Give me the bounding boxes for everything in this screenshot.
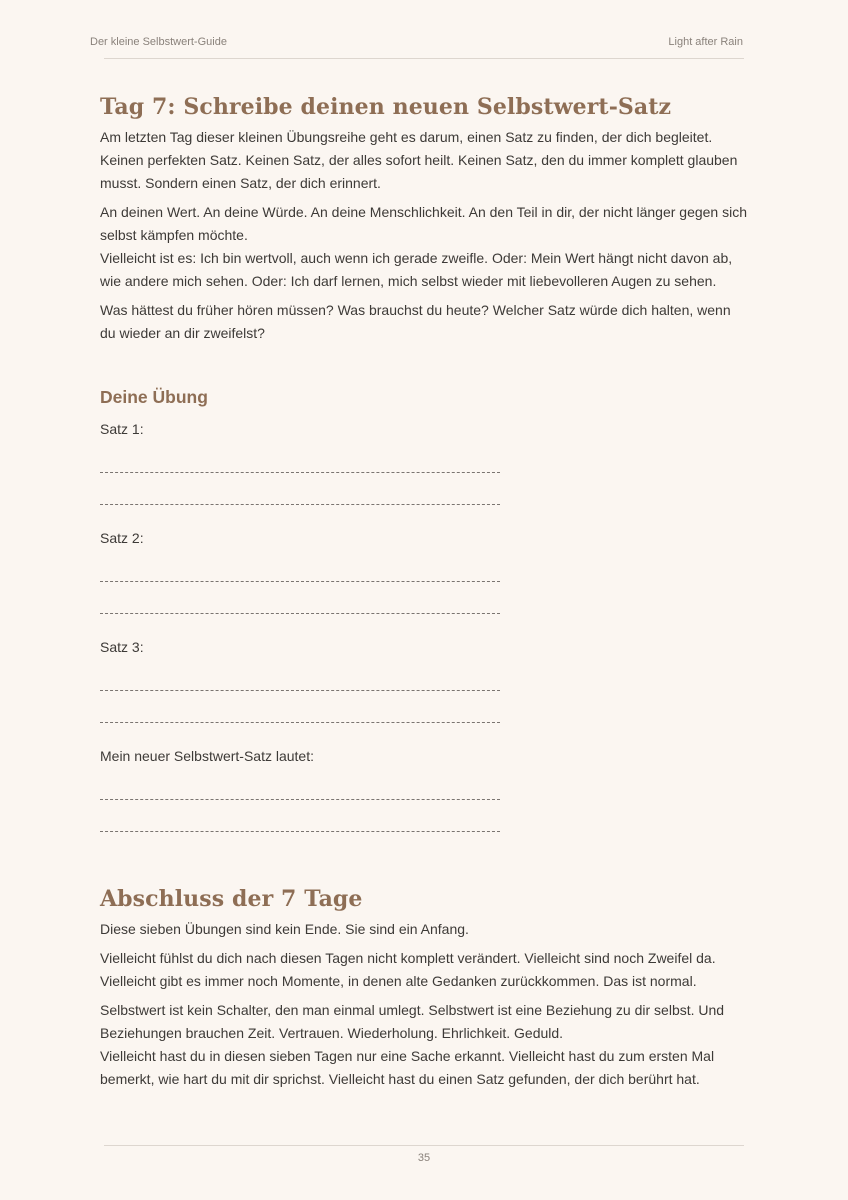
exercise-field-final (100, 745, 750, 832)
writing-line (100, 581, 500, 582)
exercise-field-1 (100, 418, 750, 505)
page-number: 35 (417, 1152, 431, 1164)
paragraph-value: An deinen Wert. An deine Würde. An deine Menschlichkeit. An den Teil in dir, der nicht länger gegen sich selbst kämpfen möchte. (100, 204, 747, 243)
writing-line (100, 722, 500, 723)
exercise-heading: Deine Übung (100, 387, 208, 407)
paragraph-questions: Was hättest du früher hören müssen? Was brauchst du heute? Welcher Satz würde dich halten, wenn du wieder an dir zweifelst? (100, 302, 731, 341)
writing-line (100, 472, 500, 473)
header-right-brand: Light after Rain (668, 36, 743, 48)
paragraph-conclusion-3: Selbstwert ist kein Schalter, den man einmal umlegt. Selbstwert ist eine Beziehung zu dir selbst. Und Beziehungen brauchen Zeit. Vertrauen. Wiederholung. Ehrlichkeit. Geduld. (100, 1002, 725, 1041)
page-header (90, 36, 743, 48)
paragraph-conclusion-1: Diese sieben Übungen sind kein Ende. Sie sind ein Anfang. (100, 921, 469, 937)
page-content (100, 90, 750, 1091)
paragraph-conclusion-4: Vielleicht hast du in diesen sieben Tagen nur eine Sache erkannt. Vielleicht hast du zum ersten Mal bemerkt, wie hart du mit dir sprichst. Vielleicht hast du einen Satz gefunden, der dich berührt hat. (100, 1048, 715, 1087)
field-label: Satz 3: (100, 639, 144, 655)
exercise-field-3 (100, 636, 750, 723)
header-divider (104, 58, 744, 59)
writing-line (100, 690, 500, 691)
paragraph-examples: Vielleicht ist es: Ich bin wertvoll, auch wenn ich gerade zweifle. Oder: Mein Wert hängt nicht davon ab, wie andere mich sehen. Oder: Ich darf lernen, mich selbst wieder mit liebevolleren Augen zu sehen. (100, 250, 733, 289)
writing-line (100, 831, 500, 832)
paragraph-intro: Am letzten Tag dieser kleinen Übungsreihe geht es darum, einen Satz zu finden, der dich begleitet. Keinen perfekten Satz. Keinen Satz, der alles sofort heilt. Keinen Satz, den du immer komplett glauben musst. Sondern einen Satz, der dich erinnert. (100, 129, 738, 191)
field-label: Mein neuer Selbstwert-Satz lautet: (100, 748, 314, 764)
header-left-title: Der kleine Selbstwert-Guide (90, 36, 227, 48)
paragraph-conclusion-2: Vielleicht fühlst du dich nach diesen Tagen nicht komplett verändert. Vielleicht sind noch Zweifel da. Vielleicht gibt es immer noch Momente, in denen alte Gedanken zurückkommen. Das ist normal. (100, 950, 716, 989)
field-label: Satz 2: (100, 530, 144, 546)
writing-line (100, 504, 500, 505)
section-title-day7: Tag 7: Schreibe deinen neuen Selbstwert-Satz (100, 94, 672, 120)
writing-line (100, 613, 500, 614)
writing-line (100, 799, 500, 800)
field-label: Satz 1: (100, 421, 144, 437)
footer-divider (104, 1145, 744, 1146)
exercise-field-2 (100, 527, 750, 614)
section-title-conclusion: Abschluss der 7 Tage (100, 886, 363, 912)
